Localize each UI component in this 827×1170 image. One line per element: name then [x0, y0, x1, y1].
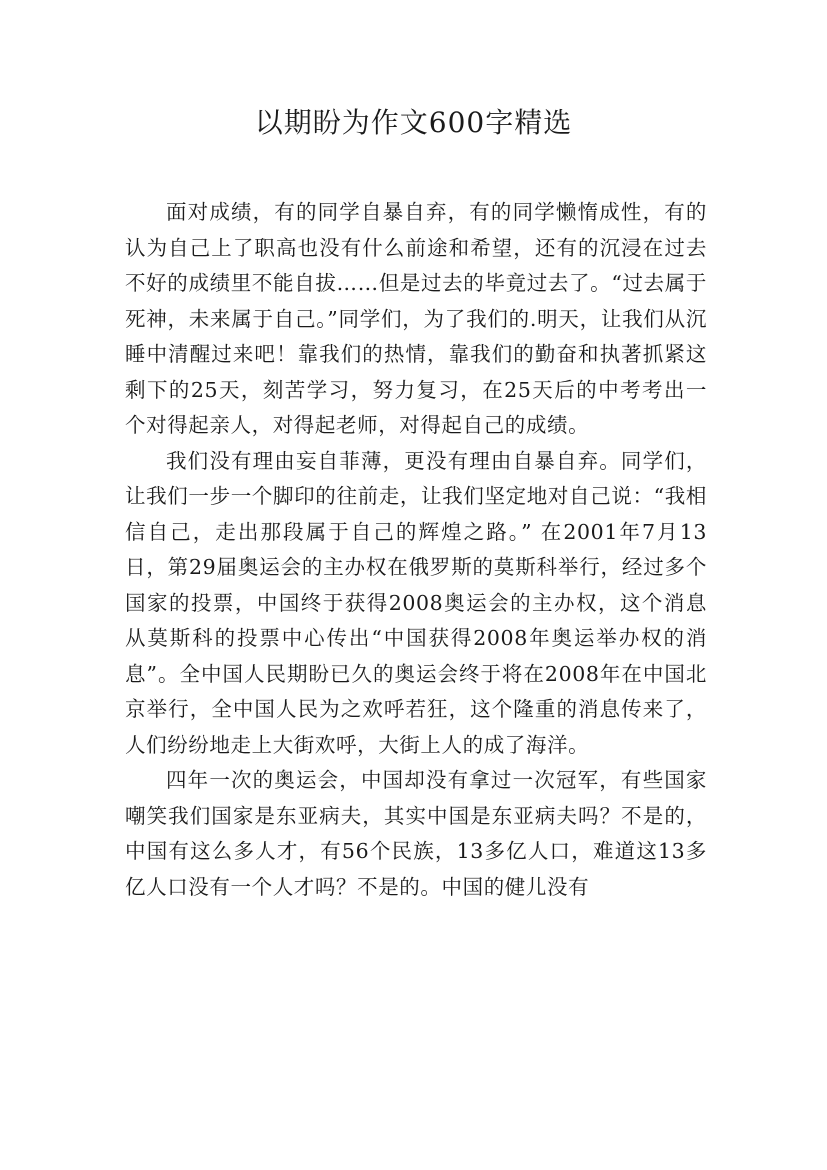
document-body [125, 195, 707, 905]
paragraph-3: 四年一次的奥运会，中国却没有拿过一次冠军，有些国家嘲笑我们国家是东亚病夫，其实中国是东亚病夫吗？不是的，中国有这么多人才，有56个民族，13多亿人口，难道这13多亿人口没有一个人才吗？不是的。中国的健儿没有 [125, 768, 707, 899]
paragraph-1: 面对成绩，有的同学自暴自弃，有的同学懒惰成性，有的认为自己上了职高也没有什么前途和希望，还有的沉浸在过去不好的成绩里不能自拔……但是过去的毕竟过去了。“过去属于死神，未来属于自己。”同学们，为了我们的.明天，让我们从沉睡中清醒过来吧！靠我们的热情，靠我们的勤奋和执著抓紧这剩下的25天，刻苦学习，努力复习，在25天后的中考考出一个对得起亲人，对得起老师，对得起自己的成绩。 [125, 200, 707, 437]
document-title: 以期盼为作文600字精选 [254, 106, 573, 139]
paragraph-2: 我们没有理由妄自菲薄，更没有理由自暴自弃。同学们，让我们一步一个脚印的往前走，让我们坚定地对自己说：“我相信自己，走出那段属于自己的辉煌之路。” 在2001年7月13日，第29届奥运会的主办权在俄罗斯的莫斯科举行，经过多个国家的投票，中国终于获得2008奥运会的主办权，这个消息从莫斯科的投票中心传出“中国获得2008年奥运举办权的消息”。全中国人民期盼已久的奥运会终于将在2008年在中国北京举行，全中国人民为之欢呼若狂，这个隆重的消息传来了，人们纷纷地走上大街欢呼，大街上人的成了海洋。 [125, 448, 707, 757]
